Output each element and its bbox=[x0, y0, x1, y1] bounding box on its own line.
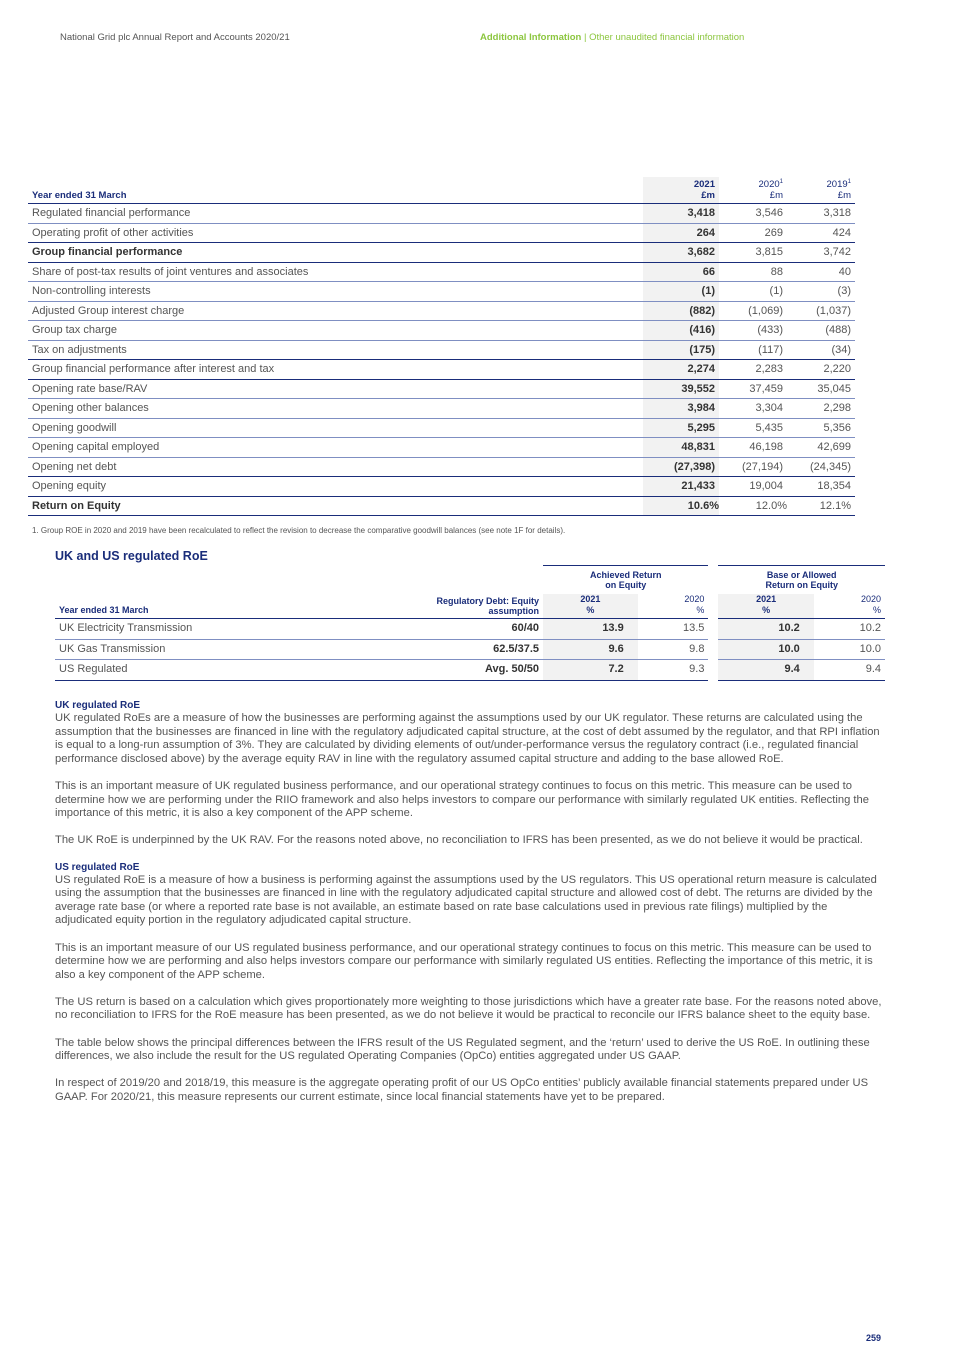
base-2021: 9.4 bbox=[718, 660, 813, 681]
row-label: Operating profit of other activities bbox=[28, 223, 643, 243]
table-row bbox=[28, 204, 855, 224]
section-name: Additional Information bbox=[480, 32, 582, 43]
achieved-2020: 9.8 bbox=[638, 639, 709, 660]
us-paragraph-5: In respect of 2019/20 and 2018/19, this measure is the aggregate operating profit of our US OpCo entities’ publicly available financial statements prepared under US GAAP. For 2020/21, this measure represents our current estimate, since local financial statements have yet to be prepared. bbox=[55, 1077, 869, 1104]
base-2020-header: 2020 % bbox=[814, 594, 885, 619]
row-label: UK Electricity Transmission bbox=[55, 619, 423, 640]
value-2019: 3,318 bbox=[787, 204, 855, 224]
value-2021: 21,433 bbox=[643, 477, 719, 497]
value-2020: 3,304 bbox=[719, 399, 787, 419]
section-title bbox=[480, 32, 744, 43]
value-2021: 2,274 bbox=[643, 360, 719, 380]
table-row bbox=[28, 282, 855, 302]
value-2020: 19,004 bbox=[719, 477, 787, 497]
table-row bbox=[55, 619, 885, 640]
table-row bbox=[28, 243, 855, 263]
roe-label-header: Year ended 31 March bbox=[28, 177, 643, 204]
base-2020: 9.4 bbox=[814, 660, 885, 681]
reg-table-title: UK and US regulated RoE bbox=[55, 549, 208, 563]
achieved-2021: 9.6 bbox=[543, 639, 638, 660]
value-2019: (3) bbox=[787, 282, 855, 302]
value-2020: 3,546 bbox=[719, 204, 787, 224]
table-row bbox=[28, 301, 855, 321]
value-2020: 2,283 bbox=[719, 360, 787, 380]
roe-table bbox=[28, 177, 855, 516]
value-2021: (882) bbox=[643, 301, 719, 321]
value-2021: (175) bbox=[643, 340, 719, 360]
row-label: Share of post-tax results of joint ventures and associates bbox=[28, 262, 643, 282]
reg-label-header: Year ended 31 March bbox=[55, 594, 423, 619]
value-2019: 3,742 bbox=[787, 243, 855, 263]
regulated-roe-table bbox=[55, 565, 885, 681]
achieved-2020: 9.3 bbox=[638, 660, 709, 681]
row-label: US Regulated bbox=[55, 660, 423, 681]
achieved-2021-header: 2021 % bbox=[543, 594, 638, 619]
row-label: Opening net debt bbox=[28, 457, 643, 477]
value-2021: 10.6% bbox=[643, 496, 719, 516]
table-row bbox=[28, 399, 855, 419]
value-2020: (1) bbox=[719, 282, 787, 302]
table-row bbox=[28, 321, 855, 341]
table-row bbox=[28, 340, 855, 360]
us-paragraph-3: The US return is based on a calculation which gives proportionately more weighting to those jurisdictions which have a greater rate base. For the reasons noted above, no reconciliation to IFRS for the RoE measure has been presented, as we do not believe it would be practical to reconcile our IFRS balance sheet to the equity base. bbox=[55, 995, 882, 1022]
page-number: 259 bbox=[866, 1333, 882, 1343]
value-2021: (416) bbox=[643, 321, 719, 341]
table-row bbox=[28, 360, 855, 380]
achieved-2020-header: 2020 % bbox=[638, 594, 709, 619]
body-text bbox=[55, 700, 887, 1118]
us-paragraph-4: The table below shows the principal differences between the IFRS result of the US Regulated segment, and the ‘return’ used to derive the US RoE. In outlining these differences, we also include the result for the US regulated Operating Companies (OpCo) entities aggregated under US GAAP. bbox=[55, 1036, 870, 1063]
table-row bbox=[55, 639, 885, 660]
value-2020: (1,069) bbox=[719, 301, 787, 321]
value-2021: 39,552 bbox=[643, 379, 719, 399]
base-2021: 10.0 bbox=[718, 639, 813, 660]
value-2021: (27,398) bbox=[643, 457, 719, 477]
table-row bbox=[28, 457, 855, 477]
value-2019: (488) bbox=[787, 321, 855, 341]
table-row bbox=[28, 223, 855, 243]
roe-col-2019: 2019$^1$ £m bbox=[787, 177, 855, 204]
value-2021: (1) bbox=[643, 282, 719, 302]
row-label: Opening goodwill bbox=[28, 418, 643, 438]
assumption-header: Regulatory Debt: Equity assumption bbox=[423, 594, 543, 619]
row-label: Group financial performance bbox=[28, 243, 643, 263]
uk-paragraph-1: UK regulated RoEs are a measure of how the businesses are performing against the assumptions used by our UK regulator. These returns are calculated using the assumption that the businesses are financed in line with the regulatory adjudicated capital structure, at the cost of debt assumed by the regulator, and that RPI inflation is equal to a long-run assumption of 3%. They are calculated by dividing elements of out/under-performance versus the regulatory contract (i.e., regulated financial performance disclosed above) by the average equity RAV in line with the regulatory assumed capital structure and adding to the base allowed RoE. bbox=[55, 712, 880, 765]
us-paragraph-1: US regulated RoE is a measure of how a business is performing against the assumptions used by the US regulators. This US operational return measure is calculated using the assumption that the businesses are financed in line with the regulatory adjudicated capital structure and allowed cost of debt. The returns are divided by the average rate base (or where a reported rate base is not available, an estimate based on rate base calculations used in previous rate filings) multiplied by the adjudicated equity portion in the regulatory adjudicated capital structure. bbox=[55, 873, 877, 927]
debt-equity-assumption: 60/40 bbox=[423, 619, 543, 640]
value-2020: 269 bbox=[719, 223, 787, 243]
value-2020: 46,198 bbox=[719, 438, 787, 458]
debt-equity-assumption: 62.5/37.5 bbox=[423, 639, 543, 660]
row-label: Non-controlling interests bbox=[28, 282, 643, 302]
row-label: UK Gas Transmission bbox=[55, 639, 423, 660]
row-label: Regulated financial performance bbox=[28, 204, 643, 224]
value-2021: 3,418 bbox=[643, 204, 719, 224]
value-2021: 264 bbox=[643, 223, 719, 243]
value-2020: (117) bbox=[719, 340, 787, 360]
row-label: Group financial performance after interest and tax bbox=[28, 360, 643, 380]
value-2020: 5,435 bbox=[719, 418, 787, 438]
value-2020: 3,815 bbox=[719, 243, 787, 263]
document-title: National Grid plc Annual Report and Accounts 2020/21 bbox=[60, 32, 290, 43]
base-group-header: Base or Allowed Return on Equity bbox=[718, 566, 885, 595]
value-2019: 35,045 bbox=[787, 379, 855, 399]
row-label: Opening rate base/RAV bbox=[28, 379, 643, 399]
achieved-2021: 13.9 bbox=[543, 619, 638, 640]
value-2021: 66 bbox=[643, 262, 719, 282]
row-label: Opening capital employed bbox=[28, 438, 643, 458]
value-2019: 40 bbox=[787, 262, 855, 282]
value-2019: (1,037) bbox=[787, 301, 855, 321]
value-2019: 12.1% bbox=[787, 496, 855, 516]
roe-col-2021: 2021 £m bbox=[643, 177, 719, 204]
value-2020: (27,194) bbox=[719, 457, 787, 477]
subsection-name: Other unaudited financial information bbox=[589, 32, 745, 43]
us-regulated-heading: US regulated RoE bbox=[55, 861, 140, 873]
value-2021: 3,984 bbox=[643, 399, 719, 419]
value-2019: 5,356 bbox=[787, 418, 855, 438]
us-paragraph-2: This is an important measure of our US regulated business performance, and our operational strategy continues to focus on this metric. This measure can be used to determine how we are performing and also helps investors compare our performance with similarly regulated US entities. Reflecting the importance of this metric, it is also a key component of the APP scheme. bbox=[55, 941, 873, 981]
debt-equity-assumption: Avg. 50/50 bbox=[423, 660, 543, 681]
base-2021: 10.2 bbox=[718, 619, 813, 640]
roe-footnote: 1. Group ROE in 2020 and 2019 have been recalculated to reflect the revision to decrease the comparative goodwill balances (see note 1F for details). bbox=[32, 526, 566, 535]
value-2021: 5,295 bbox=[643, 418, 719, 438]
uk-paragraph-2: This is an important measure of UK regulated business performance, and our operational strategy continues to focus on this metric. This measure can be used to determine how we are performing under the RIIO framework and also helps investors to compare our performance with similarly regulated UK entities. Reflecting the importance of this metric, it is also a key component of the APP scheme. bbox=[55, 779, 869, 820]
table-row bbox=[28, 438, 855, 458]
achieved-group-header: Achieved Return on Equity bbox=[543, 566, 708, 595]
value-2020: 12.0% bbox=[719, 496, 787, 516]
achieved-2020: 13.5 bbox=[638, 619, 709, 640]
value-2019: 18,354 bbox=[787, 477, 855, 497]
row-label: Adjusted Group interest charge bbox=[28, 301, 643, 321]
base-2020: 10.0 bbox=[814, 639, 885, 660]
value-2021: 3,682 bbox=[643, 243, 719, 263]
value-2019: 2,298 bbox=[787, 399, 855, 419]
table-row bbox=[55, 660, 885, 681]
row-label: Return on Equity bbox=[28, 496, 643, 516]
table-row bbox=[28, 262, 855, 282]
table-row bbox=[28, 418, 855, 438]
uk-paragraph-3: The UK RoE is underpinned by the UK RAV. For the reasons noted above, no reconciliation to IFRS has been presented, as we do not believe it would be practical. bbox=[55, 834, 863, 847]
table-row bbox=[28, 379, 855, 399]
uk-regulated-heading: UK regulated RoE bbox=[55, 700, 141, 711]
value-2019: (34) bbox=[787, 340, 855, 360]
value-2019: 424 bbox=[787, 223, 855, 243]
value-2021: 48,831 bbox=[643, 438, 719, 458]
roe-col-2020: 2020$^1$ £m bbox=[719, 177, 787, 204]
row-label: Opening other balances bbox=[28, 399, 643, 419]
base-2021-header: 2021 % bbox=[718, 594, 813, 619]
base-2020: 10.2 bbox=[814, 619, 885, 640]
value-2019: 2,220 bbox=[787, 360, 855, 380]
value-2019: (24,345) bbox=[787, 457, 855, 477]
achieved-2021: 7.2 bbox=[543, 660, 638, 681]
row-label: Group tax charge bbox=[28, 321, 643, 341]
row-label: Tax on adjustments bbox=[28, 340, 643, 360]
value-2019: 42,699 bbox=[787, 438, 855, 458]
table-row bbox=[28, 496, 855, 516]
value-2020: (433) bbox=[719, 321, 787, 341]
row-label: Opening equity bbox=[28, 477, 643, 497]
value-2020: 88 bbox=[719, 262, 787, 282]
value-2020: 37,459 bbox=[719, 379, 787, 399]
section-separator: | bbox=[581, 32, 590, 43]
table-row bbox=[28, 477, 855, 497]
